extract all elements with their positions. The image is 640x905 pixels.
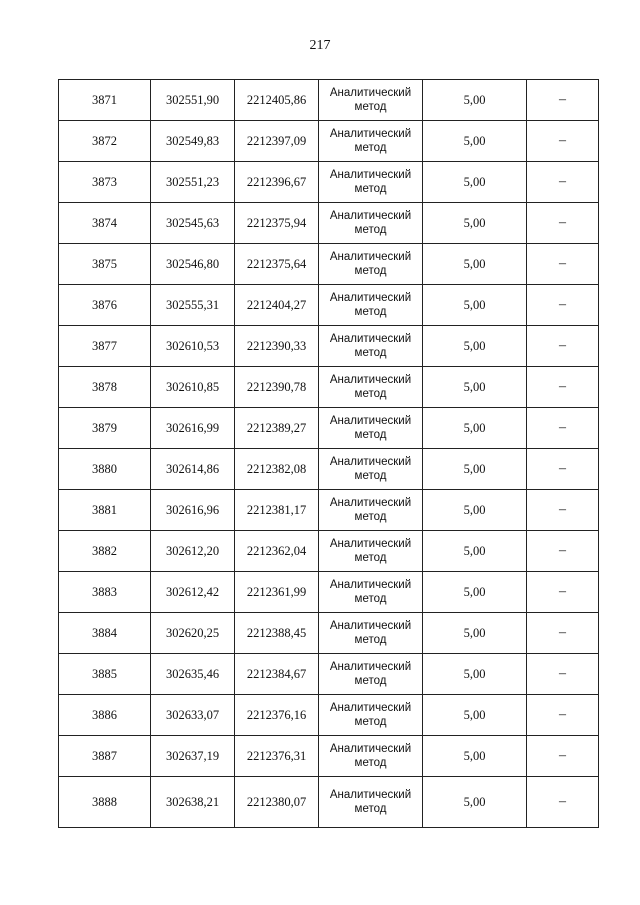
point-number-cell: 3886 [59,695,151,736]
method-cell [319,203,423,244]
note-cell: – [527,367,599,408]
method-line-1: Аналитический [329,579,412,591]
table-row [59,80,599,121]
x-coordinate-cell: 302610,85 [151,367,235,408]
method-line-1: Аналитический [329,702,412,714]
y-coordinate-cell: 2212389,27 [235,408,319,449]
y-coordinate-cell: 2212390,78 [235,367,319,408]
y-coordinate-cell: 2212380,07 [235,777,319,828]
table-row [59,162,599,203]
table-row [59,449,599,490]
method-cell [319,367,423,408]
y-coordinate-cell: 2212375,94 [235,203,319,244]
method-line-1: Аналитический [329,497,412,509]
y-coordinate-cell: 2212361,99 [235,572,319,613]
method-line-2: метод [354,306,387,318]
method-line-2: метод [354,388,387,400]
point-number-cell: 3872 [59,121,151,162]
accuracy-cell: 5,00 [423,613,527,654]
note-cell: – [527,490,599,531]
page-number: 217 [309,38,331,53]
method-line-2: метод [354,803,387,815]
method-line-1: Аналитический [329,661,412,673]
table-row [59,695,599,736]
note-cell: – [527,203,599,244]
table-row [59,572,599,613]
accuracy-cell: 5,00 [423,162,527,203]
accuracy-cell: 5,00 [423,408,527,449]
method-line-2: метод [354,347,387,359]
method-cell [319,654,423,695]
point-number-cell: 3883 [59,572,151,613]
point-number-cell: 3882 [59,531,151,572]
accuracy-cell: 5,00 [423,572,527,613]
x-coordinate-cell: 302614,86 [151,449,235,490]
x-coordinate-cell: 302549,83 [151,121,235,162]
method-cell [319,572,423,613]
y-coordinate-cell: 2212388,45 [235,613,319,654]
table-row [59,285,599,326]
note-cell: – [527,449,599,490]
note-cell: – [527,244,599,285]
y-coordinate-cell: 2212390,33 [235,326,319,367]
y-coordinate-cell: 2212382,08 [235,449,319,490]
x-coordinate-cell: 302546,80 [151,244,235,285]
accuracy-cell: 5,00 [423,203,527,244]
x-coordinate-cell: 302555,31 [151,285,235,326]
point-number-cell: 3880 [59,449,151,490]
table-row [59,613,599,654]
note-cell: – [527,80,599,121]
y-coordinate-cell: 2212376,16 [235,695,319,736]
point-number-cell: 3878 [59,367,151,408]
x-coordinate-cell: 302633,07 [151,695,235,736]
table-row [59,326,599,367]
coordinates-table [58,79,599,828]
y-coordinate-cell: 2212405,86 [235,80,319,121]
method-line-2: метод [354,429,387,441]
method-line-2: метод [354,716,387,728]
table-row [59,490,599,531]
method-line-1: Аналитический [329,251,412,263]
method-cell [319,80,423,121]
point-number-cell: 3885 [59,654,151,695]
note-cell: – [527,654,599,695]
note-cell: – [527,285,599,326]
method-line-2: метод [354,265,387,277]
x-coordinate-cell: 302551,23 [151,162,235,203]
point-number-cell: 3877 [59,326,151,367]
accuracy-cell: 5,00 [423,367,527,408]
method-cell [319,326,423,367]
method-line-2: метод [354,757,387,769]
x-coordinate-cell: 302635,46 [151,654,235,695]
accuracy-cell: 5,00 [423,121,527,162]
point-number-cell: 3873 [59,162,151,203]
method-line-2: метод [354,142,387,154]
accuracy-cell: 5,00 [423,777,527,828]
accuracy-cell: 5,00 [423,449,527,490]
note-cell: – [527,408,599,449]
table-body [59,80,599,828]
method-cell [319,695,423,736]
accuracy-cell: 5,00 [423,80,527,121]
accuracy-cell: 5,00 [423,326,527,367]
accuracy-cell: 5,00 [423,285,527,326]
note-cell: – [527,162,599,203]
method-line-2: метод [354,634,387,646]
x-coordinate-cell: 302616,99 [151,408,235,449]
method-line-1: Аналитический [329,292,412,304]
accuracy-cell: 5,00 [423,490,527,531]
x-coordinate-cell: 302638,21 [151,777,235,828]
point-number-cell: 3875 [59,244,151,285]
point-number-cell: 3884 [59,613,151,654]
table-row [59,367,599,408]
x-coordinate-cell: 302551,90 [151,80,235,121]
y-coordinate-cell: 2212362,04 [235,531,319,572]
method-cell [319,121,423,162]
x-coordinate-cell: 302612,42 [151,572,235,613]
accuracy-cell: 5,00 [423,244,527,285]
accuracy-cell: 5,00 [423,654,527,695]
method-line-2: метод [354,552,387,564]
method-line-1: Аналитический [329,789,412,801]
x-coordinate-cell: 302545,63 [151,203,235,244]
note-cell: – [527,736,599,777]
table-row [59,777,599,828]
table-row [59,531,599,572]
x-coordinate-cell: 302610,53 [151,326,235,367]
method-line-1: Аналитический [329,415,412,427]
method-line-1: Аналитический [329,333,412,345]
table-row [59,408,599,449]
y-coordinate-cell: 2212396,67 [235,162,319,203]
method-line-1: Аналитический [329,538,412,550]
x-coordinate-cell: 302637,19 [151,736,235,777]
accuracy-cell: 5,00 [423,736,527,777]
y-coordinate-cell: 2212397,09 [235,121,319,162]
method-line-2: метод [354,101,387,113]
method-cell [319,244,423,285]
method-line-1: Аналитический [329,456,412,468]
note-cell: – [527,121,599,162]
y-coordinate-cell: 2212404,27 [235,285,319,326]
method-line-1: Аналитический [329,620,412,632]
method-line-1: Аналитический [329,374,412,386]
note-cell: – [527,531,599,572]
note-cell: – [527,613,599,654]
accuracy-cell: 5,00 [423,695,527,736]
method-line-1: Аналитический [329,87,412,99]
method-line-2: метод [354,470,387,482]
method-line-1: Аналитический [329,210,412,222]
point-number-cell: 3888 [59,777,151,828]
point-number-cell: 3881 [59,490,151,531]
method-cell [319,777,423,828]
x-coordinate-cell: 302616,96 [151,490,235,531]
y-coordinate-cell: 2212375,64 [235,244,319,285]
table-row [59,203,599,244]
method-line-2: метод [354,593,387,605]
point-number-cell: 3876 [59,285,151,326]
point-number-cell: 3871 [59,80,151,121]
y-coordinate-cell: 2212376,31 [235,736,319,777]
note-cell: – [527,777,599,828]
method-cell [319,613,423,654]
method-cell [319,285,423,326]
table-row [59,244,599,285]
method-cell [319,736,423,777]
method-cell [319,408,423,449]
point-number-cell: 3879 [59,408,151,449]
method-line-2: метод [354,224,387,236]
table-row [59,121,599,162]
table-row [59,736,599,777]
method-line-2: метод [354,183,387,195]
note-cell: – [527,572,599,613]
note-cell: – [527,695,599,736]
method-line-2: метод [354,675,387,687]
method-cell [319,490,423,531]
method-line-1: Аналитический [329,128,412,140]
x-coordinate-cell: 302612,20 [151,531,235,572]
method-line-1: Аналитический [329,743,412,755]
y-coordinate-cell: 2212381,17 [235,490,319,531]
method-cell [319,162,423,203]
method-cell [319,531,423,572]
point-number-cell: 3887 [59,736,151,777]
point-number-cell: 3874 [59,203,151,244]
table-row [59,654,599,695]
accuracy-cell: 5,00 [423,531,527,572]
y-coordinate-cell: 2212384,67 [235,654,319,695]
x-coordinate-cell: 302620,25 [151,613,235,654]
note-cell: – [527,326,599,367]
method-cell [319,449,423,490]
method-line-1: Аналитический [329,169,412,181]
method-line-2: метод [354,511,387,523]
